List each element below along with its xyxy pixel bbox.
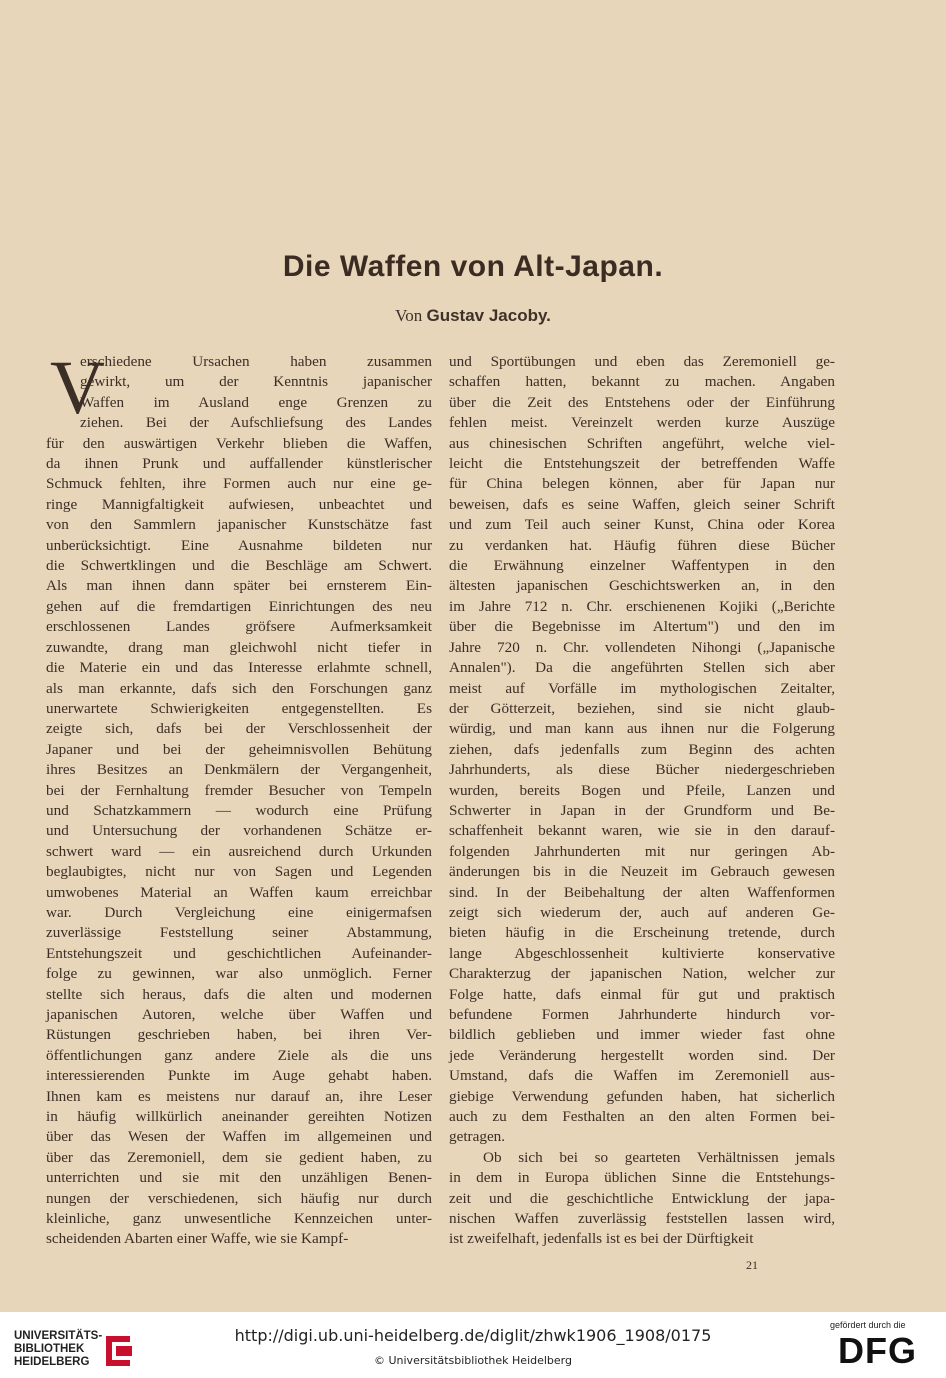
logo-line: HEIDELBERG <box>14 1356 90 1368</box>
text-line: änderungen bis in die Neuzeit im Gebrauch gewesen <box>449 863 835 881</box>
text-line: zuwandte, drang man gleichwohl nicht tiefer in <box>46 638 432 656</box>
text-line: unterrichten und sie mit den unzähligen Benen- <box>46 1169 432 1187</box>
text-line: aus chinesischen Schriften angeführt, welche viel- <box>449 434 835 452</box>
text-line: zu verdanken hat. Häufig führen diese Bücher <box>449 536 835 554</box>
text-line: bei der Fernhaltung fremder Besucher von Tempeln <box>46 781 432 799</box>
text-line: zeigt sich wiederum der, auch auf anderen Ge- <box>449 903 835 921</box>
logo-line: UNIVERSITÄTS- <box>14 1330 103 1342</box>
dfg-logo[interactable]: DFG <box>838 1330 917 1371</box>
text-line: in häufig willkürlich aneinander gereihten Notizen <box>46 1108 432 1126</box>
text-line: über das Zeremoniell, dem sie gedient haben, zu <box>46 1148 432 1166</box>
text-line: nischen Waffen zuverlässig feststellen lassen wird, <box>449 1210 835 1228</box>
text-line: erschiedene Ursachen haben zusammen <box>80 353 432 370</box>
text-line: die Schwertklingen und die Beschläge am Schwert. <box>46 557 432 575</box>
text-line: und Untersuchung der vorhandenen Schätze er- <box>46 822 432 840</box>
text-line: meist auf Vorfälle im mythologischen Zeitalter, <box>449 679 835 697</box>
permalink-url[interactable]: http://digi.ub.uni-heidelberg.de/diglit/zhwk1906_1908/0175 <box>234 1326 712 1345</box>
text-line: zeit und die geschichtliche Entwicklung der japa- <box>449 1189 835 1207</box>
text-line: Umstand, dafs die Waffen im Zeremoniell aus- <box>449 1067 835 1085</box>
text-line: da ihnen Prunk und auffallender künstlerischer <box>46 455 432 473</box>
text-line: zeigte sich, dafs bei der Verschlossenheit der <box>46 720 432 738</box>
funding-note: gefördert durch die <box>830 1320 906 1330</box>
logo-line: BIBLIOTHEK <box>14 1343 85 1355</box>
text-line: Schwerter in Japan in der Grundform und Be- <box>449 801 835 819</box>
text-line: schaffenheit bekannt waren, wie sie in den darauf- <box>449 822 835 840</box>
text-line: Ihnen kam es meistens nur darauf an, ihre Leser <box>46 1087 432 1105</box>
text-line: auch zu dem Festhalten an den alten Formen bei- <box>449 1108 835 1126</box>
text-line: bieten häufig in die Erscheinung tretende, durch <box>449 924 835 942</box>
text-line: Rüstungen geschrieben haben, bei ihren Ver- <box>46 1026 432 1044</box>
text-line: über die Zeit des Entstehens oder der Einführung <box>449 393 835 411</box>
text-line: wurden, bereits Bogen und Pfeile, Lanzen und <box>449 781 835 799</box>
text-line: Als man ihnen dann später bei ernsterem Ein- <box>46 577 432 595</box>
text-line: gehen auf die fremdartigen Einrichtungen des neu <box>46 597 432 615</box>
text-line: bildlich geblieben und immer wieder fast ohne <box>449 1026 835 1044</box>
text-line: die Erwähnung einzelner Waffentypen in den <box>449 557 835 575</box>
text-line: über das Wesen der Waffen im allgemeinen und <box>46 1128 432 1146</box>
text-line: kleinliche, ganz unwesentliche Kennzeichen unter- <box>46 1210 432 1228</box>
text-line: unberücksichtigt. Eine Ausnahme bildeten nur <box>46 536 432 554</box>
text-line: Jahre 720 n. Chr. vollendeten Nihongi („Japanische <box>449 638 835 656</box>
text-line: und zum Teil auch seiner Kunst, China oder Korea <box>449 516 835 534</box>
text-line: leicht die Entstehungszeit der betreffenden Waffe <box>449 455 835 473</box>
text-line: über die Begebnisse im Altertum") und den im <box>449 618 835 636</box>
text-line: Annalen"). Da die angeführten Stellen sich aber <box>449 659 835 677</box>
text-line: japanischen Autoren, welche über Waffen und <box>46 1006 432 1023</box>
page-number: 21 <box>746 1258 758 1272</box>
text-line: zuverlässige Feststellung seiner Abstammung, <box>46 924 432 942</box>
text-line: ihres Besitzes an Denkmälern der Vergangenheit, <box>46 761 432 779</box>
text-line: ziehen. Bei der Aufschliefsung des Landes <box>80 414 432 432</box>
text-line: Ob sich bei so gearteten Verhältnissen jemals <box>483 1148 835 1166</box>
text-line: scheidenden Abarten einer Waffe, wie sie Kampf- <box>46 1230 349 1248</box>
text-line: befundene Formen Jahrhunderte hindurch vor- <box>449 1006 835 1023</box>
text-line: giebige Verwendung gefunden haben, hat sicherlich <box>449 1087 835 1105</box>
copyright-notice: © Universitätsbibliothek Heidelberg <box>373 1354 572 1367</box>
text-line: folgenden Jahrhunderten mit nur geringen Ab- <box>449 842 835 860</box>
text-line: ziehen, dafs jedenfalls zum Beginn des achten <box>449 740 835 758</box>
text-line: stellte sich heraus, dafs die alten und modernen <box>46 985 432 1003</box>
text-line: und Sportübungen und eben das Zeremoniell ge- <box>449 353 835 370</box>
article-title: Die Waffen von Alt-Japan. <box>282 250 664 283</box>
text-line: öffentlichungen ganz andere Ziele als die uns <box>46 1046 432 1064</box>
text-line: fehlen meist. Vereinzelt werden kurze Auszüge <box>449 414 835 432</box>
text-line: jede Veränderung hergestellt worden sind. Der <box>449 1046 835 1064</box>
text-line: die Materie ein und das Interesse erlahmte schnell, <box>46 659 432 677</box>
text-line: als man erkannte, dafs sich den Forschungen ganz <box>46 679 432 697</box>
author-name: Gustav Jacoby. <box>426 306 551 325</box>
text-line: Waffen im Ausland enge Grenzen zu <box>80 393 432 411</box>
text-line: erschlossenen Landes gröfsere Aufmerksamkeit <box>46 618 432 636</box>
byline <box>0 306 946 326</box>
text-line: lange Abgeschlossenheit kultivierte konservative <box>449 944 835 962</box>
text-line: interessierenden Punkte im Auge gehabt haben. <box>46 1067 432 1085</box>
left-text-column <box>46 346 432 1250</box>
text-line: für den auswärtigen Verkehr blieben die Waffen, <box>46 434 432 452</box>
text-line: von den Sammlern japanischer Kunstschätze fast <box>46 516 432 534</box>
text-line: der Götterzeit, beziehen, sind sie nicht glaub- <box>449 699 835 717</box>
text-line: würdig, und man kann aus ihnen nur die Folgerung <box>449 720 835 738</box>
text-line: ringe Mannigfaltigkeit aufwiesen, unbeachtet und <box>46 495 432 513</box>
text-line: und Schatzkammern — wodurch eine Prüfung <box>46 801 432 819</box>
text-line: umwobenes Material an Waffen kaum erreichbar <box>46 883 432 901</box>
text-line: Jahrhunderts, als diese Bücher niedergeschrieben <box>449 761 835 779</box>
text-line: beglaubigtes, nicht nur von Sagen und Legenden <box>46 863 432 881</box>
text-line: unerwartete Schwierigkeiten entgegenstellten. Es <box>46 699 432 717</box>
text-line: folge zu gewinnen, war also unmöglich. Ferner <box>46 965 432 983</box>
text-line: in dem in Europa üblichen Sinne die Entstehungs- <box>449 1169 835 1187</box>
text-line: Folge hatte, dafs einmal für gut und praktisch <box>449 985 835 1003</box>
digitization-footer <box>0 1312 946 1378</box>
text-line: war. Durch Vergleichung eine einigermafsen <box>46 903 432 921</box>
text-line: schaffen hatten, bekannt zu machen. Angaben <box>449 373 835 391</box>
text-line: Charakterzug der japanischen Nation, welcher zur <box>449 965 835 983</box>
text-line: schwert ward — ein ausreichend durch Urkunden <box>46 842 432 860</box>
text-line: getragen. <box>449 1128 506 1146</box>
text-line: Schmuck fehlten, ihre Formen auch nur eine ge- <box>46 475 432 493</box>
text-line: für China belegen können, aber für Japan nur <box>449 475 835 493</box>
right-text-column <box>449 352 835 1250</box>
byline-prefix: Von <box>395 306 423 325</box>
text-line: sind. In der Beibehaltung der alten Waffenformen <box>449 883 835 901</box>
text-line: im Jahre 712 n. Chr. erschienenen Kojiki („Berichte <box>449 597 835 615</box>
text-line: gewirkt, um der Kenntnis japanischer <box>80 373 432 391</box>
text-line: ältesten japanischen Geschichtswerken an, in den <box>449 577 835 595</box>
drop-cap: V <box>50 346 105 430</box>
text-line: beweisen, dafs es seine Waffen, gleich seiner Schrift <box>449 495 835 513</box>
text-line: Entstehungszeit und geschichtlichen Aufeinander- <box>46 944 432 962</box>
text-line: Japaner und bei der geheimnisvollen Behütung <box>46 740 432 758</box>
text-line: ist zweifelhaft, jedenfalls ist es bei der Dürftigkeit <box>449 1230 754 1248</box>
text-line: nungen der verschiedenen, sich häufig nur durch <box>46 1189 432 1207</box>
